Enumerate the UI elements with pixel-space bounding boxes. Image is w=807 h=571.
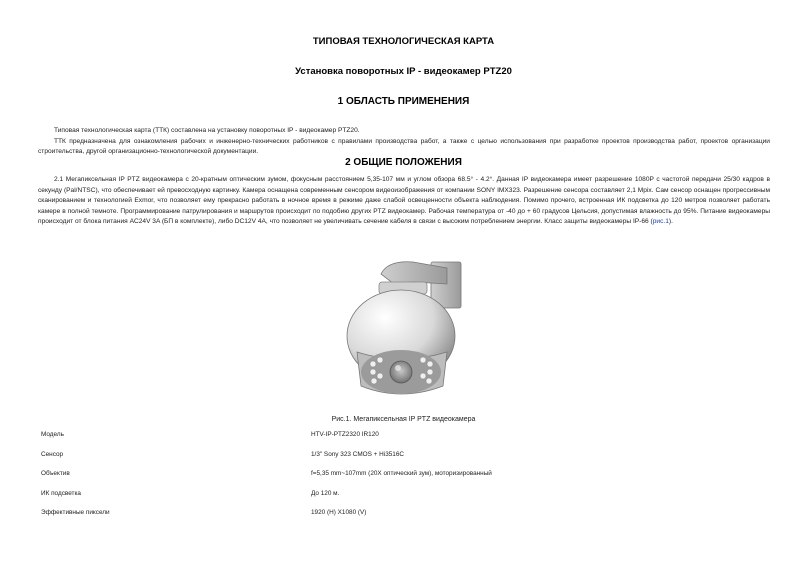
spec-label: Эффективные пиксели: [41, 509, 110, 516]
document-subtitle: Установка поворотных IP - видеокамер PTZ20: [295, 66, 512, 77]
ptz-camera-image: [343, 254, 465, 402]
table-row: [41, 485, 771, 505]
table-row: [41, 426, 771, 446]
spec-label: Модель: [41, 431, 64, 438]
section-2-heading: 2 ОБЩИЕ ПОЛОЖЕНИЯ: [345, 157, 462, 168]
paragraph: Типовая технологическая карта (ТТК) составлена на установку поворотных IP - видеокамер PTZ20.: [54, 127, 360, 134]
document-title: ТИПОВАЯ ТЕХНОЛОГИЧЕСКАЯ КАРТА: [312, 36, 495, 47]
spec-value: HTV-IP-PTZ2320 IR120: [311, 431, 379, 438]
spec-label: Сенсор: [41, 450, 64, 458]
figure-caption: Рис.1. Мегапиксельная IP PTZ видеокамера: [331, 416, 476, 423]
section-1-heading: 1 ОБЛАСТЬ ПРИМЕНЕНИЯ: [337, 96, 470, 107]
table-row: [41, 446, 771, 466]
section-2-body: [38, 175, 770, 228]
table-row: [41, 465, 771, 485]
spec-label: ИК подсветка: [41, 489, 81, 497]
paragraph-end: ).: [668, 218, 673, 226]
spec-value: 1/3" Sony 323 CMOS + Hi3516C: [311, 450, 405, 458]
paragraph-text: 2.1 Мегапиксельная IP PTZ видеокамера с 20-кратным оптическим зумом, фокусным расстоянием 5,35-107 мм и углом обзора 68.5° - 4.2°. Данная IP видеокамера имеет разрешение 1080P с частотой передачи 25/30 кадров в секунду (Pal/NTSC), что обеспечивает ей превосходную картинку. Камера оснащена современным сенсором видеоизображения от компании SONY IMX323. Разрешение сенсора составляет 2,1 Mpix. Сам сенсор оснащен прогрессивным сканированием и технологией Exmor, что позволяет ему прекрасно работать в ночное время в режиме даже слабой освещенности объекта наблюдения. Помимо прочего, встроенная ИК подсветка до 120 метров позволяет работать камере в полной темноте. Программирование патрулирования и маршрутов происходит по подобию других PTZ видеокамер. Рабочая температура от -40 до + 60 градусов Цельсия, допустимая влажность до 95%. Питание видеокамеры происходит от блока питания AC24V 3A (БП в комплекте), либо DC12V 4A, что позволяет не увеличивать сечение кабеля в связи с высоким потреблением энергии. Класс защиты видеокамеры IP-66 (: [38, 176, 770, 226]
table-row: [41, 504, 771, 524]
spec-label: Объектив: [41, 470, 70, 477]
spec-value: 1920 (H) X1080 (V): [311, 509, 367, 516]
spec-table: [41, 426, 771, 524]
figure-link[interactable]: рис.1: [652, 218, 669, 226]
paragraph: [38, 175, 770, 228]
spec-value: До 120 м.: [311, 489, 340, 497]
section-1-body: [38, 126, 770, 158]
paragraph: ТТК предназначена для ознакомления рабочих и инженерно-технических работников с правилами производства работ, а также с целью использования при разработке проектов производства работ, проектов организации строительства, другой организационно-технологической документации.: [38, 137, 770, 156]
spec-value: f=5,35 mm~107mm (20X оптический зум), моторизированный: [311, 470, 492, 477]
